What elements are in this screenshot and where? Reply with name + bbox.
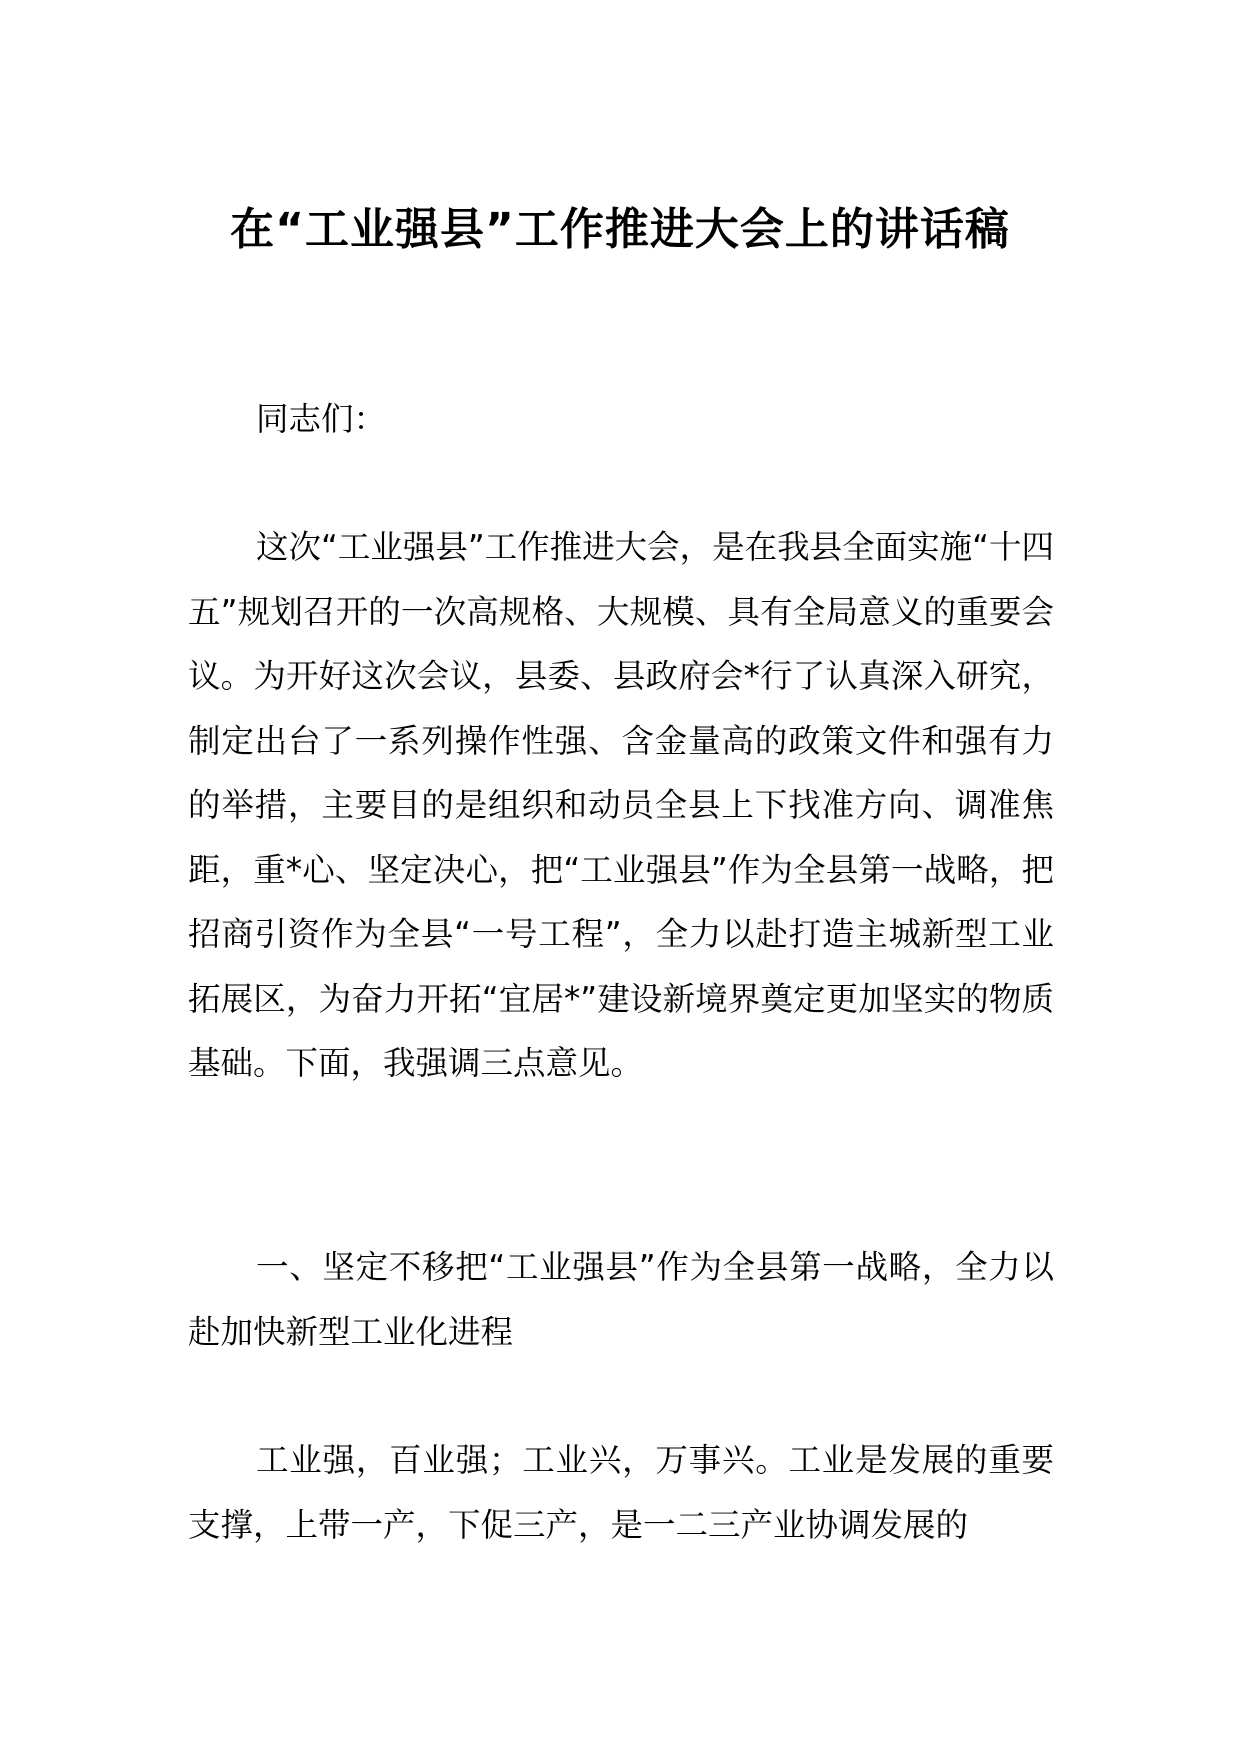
body-paragraph: 这次“工业强县”工作推进大会，是在我县全面实施“十四五”规划召开的一次高规格、大规模、具有全局意义的重要会议。为开好这次会议，县委、县政府会*行了认真深入研究，制定出台了一系列操作性强、含金量高的政策文件和强有力的举措，主要目的是组织和动员全县上下找准方向、调准焦距，重*心、坚定决心，把“工业强县”作为全县第一战略，把招商引资作为全县“一号工程”，全力以赴打造主城新型工业拓展区，为奋力开拓“宜居*”建设新境界奠定更加坚实的物质基础。下面，我强调三点意见。 <box>188 528 1055 1082</box>
document-title: 在“工业强县”工作推进大会上的讲话稿 <box>230 204 1010 255</box>
section-heading: 一、坚定不移把“工业强县”作为全县第一战略，全力以赴加快新型工业化进程 <box>188 1248 1054 1351</box>
body-paragraph: 工业强，百业强；工业兴，万事兴。工业是发展的重要支撑，上带一产，下促三产，是一二三产业协调发展的 <box>188 1441 1054 1544</box>
salutation: 同志们： <box>256 400 387 438</box>
